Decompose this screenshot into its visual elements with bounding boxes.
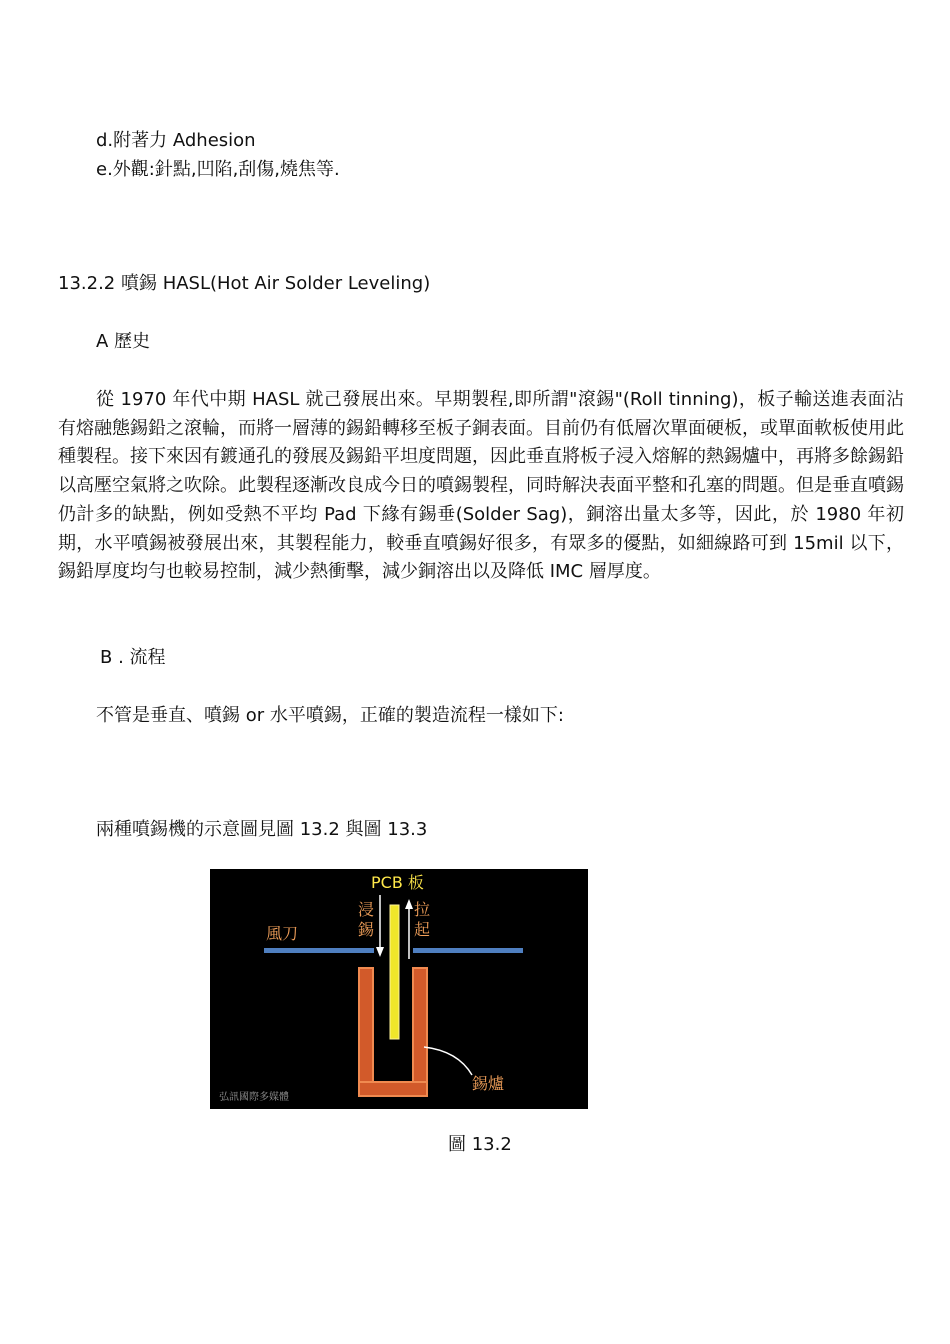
item-e-appearance: e.外觀:針點,凹陷,刮傷,燒焦等. bbox=[96, 159, 340, 180]
lift-label-2: 起 bbox=[414, 920, 431, 939]
dip-arrow bbox=[376, 895, 384, 957]
pot-left-wall bbox=[359, 968, 373, 1096]
watermark-text: 弘訊國際多媒體 bbox=[219, 1092, 289, 1103]
dip-label-1: 浸 bbox=[358, 900, 375, 919]
figure-reference-note: 兩種噴錫機的示意圖見圖 13.2 與圖 13.3 bbox=[96, 819, 428, 840]
section-heading: 13.2.2 噴錫 HASL(Hot Air Solder Leveling) bbox=[58, 273, 431, 294]
air-knife-right bbox=[413, 948, 523, 953]
dip-label-2: 錫 bbox=[358, 920, 375, 939]
diagram-svg bbox=[210, 869, 588, 1109]
pcb-board bbox=[390, 905, 399, 1039]
pot-bottom bbox=[359, 1082, 427, 1096]
air-knife-left bbox=[264, 948, 374, 953]
item-d-adhesion: d.附著力 Adhesion bbox=[96, 130, 256, 151]
pcb-label: PCB 板 bbox=[371, 873, 424, 892]
solder-pot-label: 錫爐 bbox=[472, 1074, 505, 1093]
process-heading: B . 流程 bbox=[100, 647, 166, 668]
solder-pot-pointer bbox=[424, 1047, 472, 1075]
hasl-machine-diagram bbox=[210, 869, 588, 1109]
pot-right-wall bbox=[413, 968, 427, 1096]
history-heading: A 歷史 bbox=[96, 331, 151, 352]
air-knife-label: 風刀 bbox=[266, 924, 299, 943]
lift-arrow bbox=[405, 899, 413, 959]
figure-caption: 圖 13.2 bbox=[448, 1134, 512, 1155]
history-paragraph: 從 1970 年代中期 HASL 就己發展出來。早期製程,即所謂"滾錫"(Roll tinning)，板子輸送進表面沾有熔融態錫鉛之滾輪，而將一層薄的錫鉛轉移至板子銅表面。目前仍有低層次單面硬板，或單面軟板使用此種製程。接下來因有鍍通孔的發展及錫鉛平坦度問題，因此垂直將板子浸入熔解的熱錫爐中，再將多餘錫鉛以高壓空氣將之吹除。此製程逐漸改良成今日的噴錫製程，同時解決表面平整和孔塞的問題。但是垂直噴錫仍計多的缺點，例如受熱不平均 Pad 下緣有錫垂(Solder Sag)，銅溶出量太多等，因此，於 1980 年初期，水平噴錫被發展出來，其製程能力，較垂直噴錫好很多，有眾多的優點，如細線路可到 15mil 以下，錫鉛厚度均勻也較易控制，減少熱衝擊，減少銅溶出以及降低 IMC 層厚度。 bbox=[58, 389, 904, 583]
lift-label-1: 拉 bbox=[414, 900, 431, 919]
process-intro: 不管是垂直、噴錫 or 水平噴錫，正確的製造流程一樣如下: bbox=[96, 705, 564, 726]
